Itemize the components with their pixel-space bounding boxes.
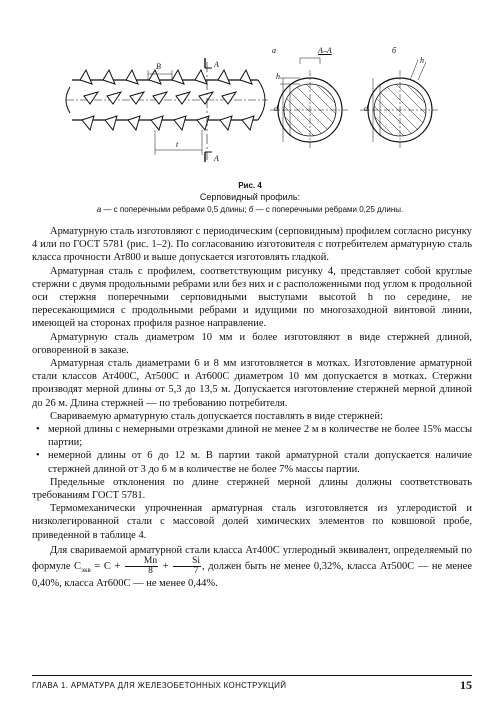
formula	[74, 556, 202, 577]
p8-start: Для свариваемой арматурной стали класса Ат400С углеродный эквивалент, определяемый по формуле	[32, 544, 472, 572]
frac-mn-den: 8	[148, 566, 153, 577]
formula-plus: +	[159, 560, 173, 572]
paragraph-5: Свариваемую арматурную сталь допускается поставлять в виде стержней:	[50, 410, 383, 422]
label-section: А–А	[318, 46, 332, 55]
label-a: а	[272, 46, 276, 55]
dim-d-a: d	[274, 104, 278, 113]
cross-section-b	[360, 60, 442, 152]
paragraph-6: Предельные отклонения по длине стержней мерной длины должны соответствовать требованиям ГОСТ 5781.	[32, 476, 472, 502]
label-b: б	[392, 46, 397, 55]
figure-title: Серповидный профиль:	[199, 192, 301, 202]
desc-a: — с поперечными ребрами 0,5 длины;	[101, 205, 249, 214]
formula-sub: экв	[81, 566, 91, 575]
frac-si-den: 7	[193, 566, 199, 577]
formula-c: C	[74, 560, 82, 572]
desc-b-letter: б	[248, 205, 254, 214]
chapter-title: ГЛАВА 1. АРМАТУРА ДЛЯ ЖЕЛЕЗОБЕТОННЫХ КОНСТРУКЦИЙ	[32, 681, 287, 690]
dim-A-bottom: A	[214, 154, 219, 163]
desc-b: — с поперечными ребрами 0,25 длины.	[253, 205, 404, 214]
paragraph-7: Термомеханически упрочненная арматурная сталь изготовляется из углеродистой и низколегированной стали с массовой долей химических элементов по ковшовой пробе, приведенной в таблице 4.	[32, 503, 472, 541]
frac-si-num: Si	[173, 557, 201, 567]
figure-4	[0, 0, 500, 180]
frac-mn	[125, 557, 158, 576]
frac-si	[173, 557, 201, 576]
figure-number: Рис. 4	[238, 181, 262, 190]
p8-end: , должен быть не менее 0,32%, класса Ат500С — не менее 0,40%, класса Ат600С — не менее 0,44%.	[32, 560, 472, 590]
rebar-drawing	[0, 0, 500, 180]
page-number: 15	[460, 678, 472, 692]
dim-h-b: h	[420, 56, 424, 65]
formula-eq: = C +	[90, 560, 124, 572]
page-footer	[32, 675, 472, 696]
frac-mn-num: Mn	[125, 557, 158, 567]
dim-t: t	[176, 140, 179, 149]
list-item: • мерной длины с немерными отрезками длиной не менее 2 м в количестве не более 15% массы партии;	[48, 423, 472, 449]
dim-h-a: h	[276, 72, 280, 81]
paragraph-4: Арматурная сталь диаметрами 6 и 8 мм изготовляется в мотках. Изготовление арматурной стали классов Ат400С, Ат500С и Ат600С диаметром 10 мм допускается в мотках. Стержни производят мерной длины от 5,3 до 13,5 м. Допускается изготовление стержней мерной длиной до 26 м. Длина стержней — по требованию потребителя.	[32, 358, 472, 409]
figure-description	[20, 205, 480, 214]
rebar-side-view	[66, 58, 268, 162]
list-item: • немерной длины от 6 до 12 м. В партии такой арматурной стали допускается наличие стержней длиной от 3 до 6 м в количестве не более 7% массы партии.	[48, 449, 472, 475]
desc-a-letter: а	[96, 205, 102, 214]
dim-A-top: A	[214, 60, 219, 69]
paragraph-2: Арматурная сталь с профилем, соответствующим рисунку 4, представляет собой круглые стержни с двумя продольными ребрами или без них и с расположенными под углом к продольной оси стержня поперечными серповидными выступами высотой h по середине, не пересекающимися с продольными ребрами и идущими по многозаходной винтовой линии, имеющей на сторонах профиля разное направление.	[32, 265, 472, 330]
body-text	[32, 225, 472, 590]
dim-B: B	[156, 62, 161, 71]
dim-d-b: d	[364, 104, 368, 113]
delivery-list	[32, 423, 472, 476]
cross-section-a	[270, 58, 352, 152]
paragraph-3: Арматурную сталь диаметром 10 мм и более изготовляют в виде стержней длиной, оговоренной в заказе.	[32, 331, 472, 356]
paragraph-8	[32, 544, 472, 591]
paragraph-1: Арматурную сталь изготовляют с периодическим (серповидным) профилем согласно рисунку 4 или по ГОСТ 5781 (рис. 1–2). По согласованию изготовителя с потребителем арматурную сталь класса прочности Ат800 и выше допускается изготовлять гладкой.	[32, 226, 472, 264]
